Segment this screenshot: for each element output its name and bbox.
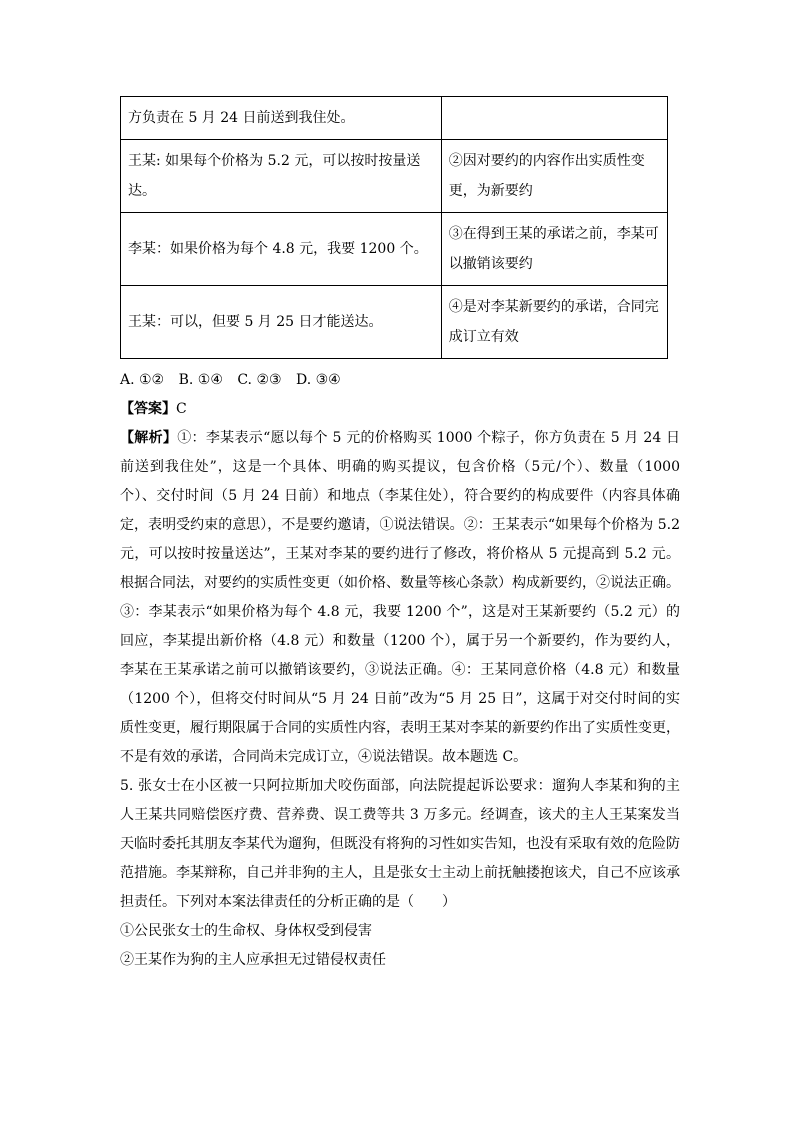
- answer-line: [120, 395, 680, 424]
- table-cell-dialogue: 王某：可以，但要 5 月 25 日才能送达。: [121, 286, 442, 359]
- option-c: C. ②③: [237, 372, 282, 388]
- table-row: [121, 213, 668, 286]
- question-5-item: ②王某作为狗的主人应承担无过错侵权责任: [120, 952, 386, 968]
- table-row: [121, 286, 668, 359]
- option-b: B. ①④: [178, 372, 223, 388]
- table-cell-dialogue: 王某: 如果每个价格为 5.2 元，可以按时按量送达。: [121, 140, 442, 213]
- analysis-tag: 【解析】: [120, 430, 178, 446]
- answer-tag: 【答案】: [120, 401, 176, 417]
- analysis-paragraph: [120, 424, 680, 772]
- question-content: [120, 366, 680, 975]
- table-cell-dialogue: 李某：如果价格为每个 4.8 元，我要 1200 个。: [121, 213, 442, 286]
- table-cell-statement: ④是对李某新要约的承诺，合同完成订立有效: [441, 286, 667, 359]
- question-5-item: ①公民张女士的生命权、身体权受到侵害: [120, 923, 372, 939]
- analysis-text: ①：李某表示“愿以每个 5 元的价格购买 1000 个粽子，你方负责在 5 月 24 日前送到我住处”，这是一个具体、明确的购买提议，包含价格（5元/个）、数量（1000 个）、交付时间（5 月 24 日前）和地点（李某住处），符合要约的构成要件（内容具体确定，表明受约束的意思），不是要约邀请，①说法错误。②：王某表示“如果每个价格为 5.2 元，可以按时按量送达”，王某对李某的要约进行了修改，将价格从 5 元提高到 5.2 元。根据合同法，对要约的实质性变更（如价格、数量等核心条款）构成新要约，②说法正确。③：李某表示“如果价格为每个 4.8 元，我要 1200 个”，这是对王某新要约（5.2 元）的回应，李某提出新价格（4.8 元）和数量（1200 个），属于另一个新要约，作为要约人，李某在王某承诺之前可以撤销该要约，③说法正确。④：王某同意价格（4.8 元）和数量（1200 个），但将交付时间从“5 月 24 日前”改为“5 月 25 日”，这属于对交付时间的实质性变更，履行期限属于合同的实质性内容，表明王某对李某的新要约作出了实质性变更，不是有效的承诺，合同尚未完成订立，④说法错误。故本题选 C。: [120, 430, 681, 765]
- table-row: [121, 140, 668, 213]
- option-d: D. ③④: [296, 372, 341, 388]
- answer-value: C: [176, 401, 187, 417]
- table-cell-statement: ③在得到王某的承诺之前，李某可以撤销该要约: [441, 213, 667, 286]
- statement-table: [120, 96, 668, 359]
- table-cell-statement: ②因对要约的内容作出实质性变更，为新要约: [441, 140, 667, 213]
- option-a: A. ①②: [120, 372, 165, 388]
- answer-options: [120, 366, 680, 395]
- table-row: [121, 97, 668, 140]
- table-cell-statement: [441, 97, 667, 140]
- table-cell-dialogue: 方负责在 5 月 24 日前送到我住处。: [121, 97, 442, 140]
- question-5-stem: 5. 张女士在小区被一只阿拉斯加犬咬伤面部，向法院提起诉讼要求：遛狗人李某和狗的主人王某共同赔偿医疗费、营养费、误工费等共 3 万多元。经调查，该犬的主人王某案发当天临时委托其朋友李某代为遛狗，但既没有将狗的习性如实告知，也没有采取有效的危险防范措施。李某辩称，自己并非狗的主人，且是张女士主动上前抚触搂抱该犬，自己不应该承担责任。下列对本案法律责任的分析正确的是（ ）: [120, 778, 680, 910]
